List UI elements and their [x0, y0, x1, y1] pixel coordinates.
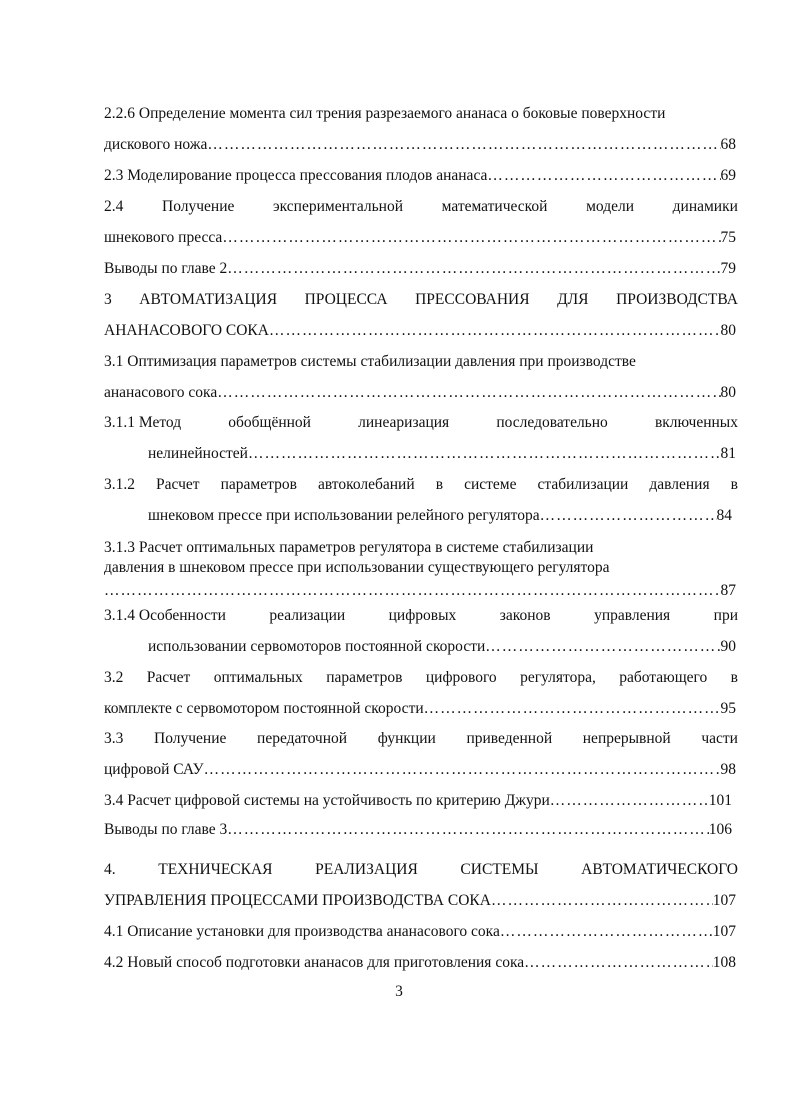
toc-entry-text: 3.1.3 Расчет оптимальных параметров регулятора в системе стабилизации: [104, 539, 594, 556]
leader-dots: [487, 166, 720, 186]
leader-dots: [500, 922, 713, 942]
toc-page-number: 108: [712, 954, 736, 971]
toc-page-number: 81: [720, 445, 736, 462]
toc-word: функции: [377, 730, 436, 747]
toc-word: работающего: [619, 669, 708, 686]
toc-page-number: 107: [712, 923, 736, 940]
toc-chapter-3-line2: [104, 321, 736, 341]
leader-dots: [424, 699, 721, 719]
toc-entry-text: ананасового сока: [104, 384, 218, 401]
toc-entry-3-2-line1: [104, 668, 738, 688]
toc-entry-text: шнековом прессе при использовании релейного регулятора: [148, 507, 540, 524]
toc-page-number: 69: [720, 167, 736, 184]
page-number: 3: [395, 983, 403, 1000]
toc-word: экспериментальной: [273, 198, 404, 215]
toc-word: части: [701, 730, 738, 747]
toc-entry-text: шнекового пресса: [104, 229, 223, 246]
toc-word: 3.1.2: [104, 476, 135, 493]
toc-entry-text: 4.1 Описание установки для производства ананасового сока: [104, 923, 500, 940]
toc-entry-text: АНАНАСОВОГО СОКА: [104, 322, 269, 339]
toc-entry-text: 3.4 Расчет цифровой системы на устойчивость по критерию Джури: [104, 792, 550, 809]
toc-page-number: 107: [712, 892, 736, 909]
toc-word: стабилизации: [537, 476, 629, 493]
toc-word: ПРЕССОВАНИЯ: [415, 291, 530, 308]
toc-entry-2-4-line2: [104, 228, 736, 248]
toc-entry-2-3: [104, 166, 736, 186]
toc-entry-text: комплекте с сервомотором постоянной скорости: [104, 700, 424, 717]
leader-dots: [227, 820, 708, 840]
leader-dots: [222, 228, 720, 248]
toc-word: непрерывной: [582, 730, 671, 747]
leader-dots: [248, 444, 721, 464]
toc-page-number: 106: [708, 821, 732, 838]
toc-word: в: [435, 476, 444, 493]
toc-word: Расчет: [156, 476, 200, 493]
toc-word: РЕАЛИЗАЦИЯ: [315, 861, 418, 878]
toc-entry-3-1-line2: [104, 383, 736, 403]
toc-word: цифровых: [388, 607, 457, 624]
toc-word: ПРОИЗВОДСТВА: [616, 291, 738, 308]
toc-entry-2-2-6-line2: [104, 135, 736, 155]
toc-word: ПРОЦЕССА: [304, 291, 388, 308]
toc-entry-3-3-line2: [104, 760, 736, 780]
toc-word: АВТОМАТИЧЕСКОГО: [581, 861, 738, 878]
toc-word: давления: [649, 476, 710, 493]
toc-page-number: 98: [720, 761, 736, 778]
toc-word: регулятора,: [520, 669, 596, 686]
toc-word: 3.2: [104, 669, 124, 686]
toc-entry-3-1-1-line2: [148, 444, 736, 464]
toc-word: приведенной: [466, 730, 553, 747]
toc-word: линеаризация: [358, 414, 450, 431]
toc-word: модели: [586, 198, 635, 215]
toc-page-number: 87: [720, 582, 736, 599]
toc-entry-3-1-3-line2: [104, 558, 738, 578]
toc-entry-4-2: [104, 953, 736, 973]
toc-word: АВТОМАТИЗАЦИЯ: [139, 291, 278, 308]
toc-entry-3-1-4-line1: [104, 606, 738, 626]
toc-entry-text: Выводы по главе 3: [104, 821, 228, 838]
toc-word: реализации: [269, 607, 346, 624]
toc-chapter-4-line2: [104, 891, 736, 911]
toc-entry-2-4-line1: [104, 197, 738, 217]
toc-word: математической: [441, 198, 548, 215]
leader-dots: [269, 321, 721, 341]
toc-word: параметров: [326, 669, 403, 686]
leader-dots: [204, 760, 721, 780]
toc-entry-text: дискового ножа: [104, 136, 208, 153]
toc-page-number: 80: [720, 322, 736, 339]
toc-word: оптимальных: [213, 669, 303, 686]
toc-entry-text: 4.2 Новый способ подготовки ананасов для приготовления сока: [104, 954, 525, 971]
toc-word: Получение: [162, 198, 235, 215]
toc-word: параметров: [220, 476, 297, 493]
toc-entry-3-1-3-line1: [104, 538, 738, 558]
toc-entry-2-2-6-line1: [104, 104, 738, 124]
toc-entry-3-1-1-line1: [104, 413, 738, 433]
toc-word: автоколебаний: [317, 476, 415, 493]
toc-word: динамики: [672, 198, 738, 215]
toc-entry-3-1-3-line3: [104, 581, 736, 601]
toc-entry-text: использовании сервомоторов постоянной скорости: [148, 638, 486, 655]
leader-dots: [104, 581, 721, 601]
leader-dots: [227, 259, 720, 279]
toc-page-number: 80: [720, 384, 736, 401]
toc-entry-3-1-line1: [104, 352, 738, 372]
toc-page-number: 68: [720, 136, 736, 153]
toc-word: ДЛЯ: [557, 291, 589, 308]
toc-word: системе: [464, 476, 517, 493]
leader-dots: [550, 791, 709, 811]
toc-page-number: 95: [720, 700, 736, 717]
toc-entry-text: 3.1 Оптимизация параметров системы стабилизации давления при производстве: [104, 353, 636, 370]
toc-entry-3-3-line1: [104, 729, 738, 749]
toc-entry-conclusions-3: [104, 820, 732, 840]
leader-dots: [491, 891, 713, 911]
toc-word: управления: [594, 607, 671, 624]
toc-word: законов: [499, 607, 551, 624]
toc-word: 3.1.4 Особенности: [104, 607, 226, 624]
toc-word: СИСТЕМЫ: [460, 861, 539, 878]
toc-entry-conclusions-2: [104, 259, 736, 279]
toc-entry-text: цифровой САУ: [104, 761, 204, 778]
toc-chapter-4-line1: [104, 860, 738, 880]
toc-word: в: [730, 669, 738, 686]
leader-dots: [524, 953, 713, 973]
toc-word: Расчет: [146, 669, 191, 686]
toc-entry-3-4: [104, 791, 732, 811]
toc-word: при: [713, 607, 738, 624]
toc-entry-text: давления в шнековом прессе при использовании существующего регулятора: [104, 559, 610, 576]
toc-entry-3-1-2-line1: [104, 475, 738, 495]
toc-word: включенных: [654, 414, 738, 431]
toc-entry-text: нелинейностей: [148, 445, 248, 462]
toc-word: в: [730, 476, 738, 493]
leader-dots: [207, 135, 720, 155]
leader-dots: [485, 637, 720, 657]
toc-entry-3-1-2-line2: [148, 506, 732, 526]
toc-word: 3.1.1 Метод: [104, 414, 182, 431]
toc-entry-3-1-4-line2: [148, 637, 736, 657]
leader-dots: [540, 506, 717, 526]
toc-entry-text: Выводы по главе 2: [104, 260, 228, 277]
toc-page-number: 101: [708, 792, 732, 809]
toc-page-number: 79: [720, 260, 736, 277]
toc-entry-text: 2.3 Моделирование процесса прессования плодов ананаса: [104, 167, 488, 184]
toc-page-number: 75: [720, 229, 736, 246]
toc-page-number: 84: [716, 507, 732, 524]
toc-word: передаточной: [257, 730, 348, 747]
toc-entry-text: 2.2.6 Определение момента сил трения разрезаемого ананаса о боковые поверхности: [104, 105, 666, 122]
leader-dots: [217, 383, 720, 403]
toc-word: обобщённой: [228, 414, 311, 431]
toc-word: последовательно: [496, 414, 608, 431]
toc-page-number: 90: [720, 638, 736, 655]
toc-chapter-3-line1: [104, 290, 738, 310]
toc-entry-4-1: [104, 922, 736, 942]
toc-word: 3.3: [104, 730, 124, 747]
toc-word: 4.: [104, 861, 116, 878]
toc-word: 2.4: [104, 198, 124, 215]
toc-word: цифрового: [425, 669, 497, 686]
toc-entry-3-2-line2: [104, 699, 736, 719]
toc-word: Получение: [154, 730, 227, 747]
toc-word: ТЕХНИЧЕСКАЯ: [158, 861, 273, 878]
toc-entry-text: УПРАВЛЕНИЯ ПРОЦЕССАМИ ПРОИЗВОДСТВА СОКА: [104, 892, 491, 909]
toc-word: 3: [104, 291, 112, 308]
